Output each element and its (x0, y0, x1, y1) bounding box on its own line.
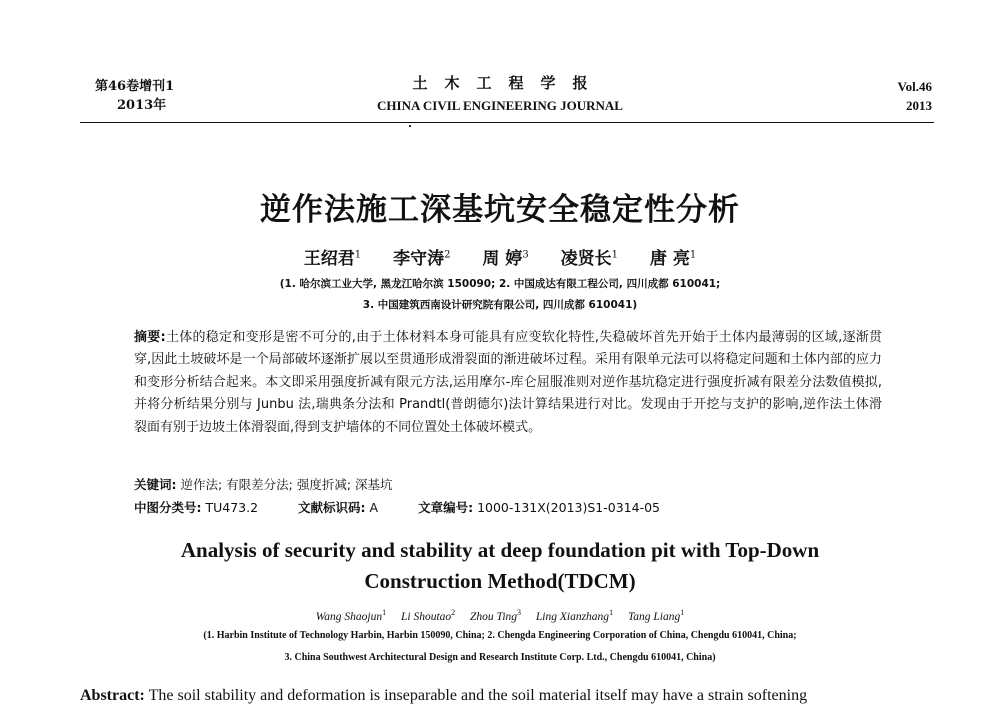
paper-title-cn: 逆作法施工深基坑安全稳定性分析 (260, 192, 740, 228)
abstract-en (80, 682, 934, 709)
author-cn: 周 婷$^3$ (482, 249, 529, 269)
class-number-value: TU473.2 (205, 500, 259, 515)
class-number-label: 中图分类号: (134, 500, 202, 515)
journal-name-en: CHINA CIVIL ENGINEERING JOURNAL (377, 98, 623, 113)
paper-title-en (0, 535, 1000, 597)
author-en: Li Shoutao$^2$ (400, 608, 456, 623)
paper-title-en-line2: Construction Method(TDCM) (364, 569, 636, 593)
journal-header (0, 0, 1000, 130)
author-en: Tang Liang$^1$ (627, 608, 685, 623)
author-cn: 唐 亮$^1$ (649, 249, 697, 269)
abstract-cn-text: 土体的稳定和变形是密不可分的,由于土体材料本身可能具有应变软化特性,失稳破坏首先开始于土体内最薄弱的区域,逐渐贯穿,因此土坡破坏是一个局部破坏逐渐扩展以至贯通形成滑裂面的渐进破坏过程。采用有限单元法可以将稳定问题和土体内部的应力和变形分析结合起来。本文即采用强度折减有限元方法,运用摩尔-库仑屈服准则对逆作基坑稳定进行强度折减有限差分法数值模拟,并将分析结果分别与 Junbu 法,瑞典条分法和 Prandtl(普朗德尔)法计算结果进行对比。发现由于开挖与支护的影响,逆作法土体滑裂面有别于边坡土体滑裂面,得到支护墙体的不同位置处土体破坏模式。 (134, 330, 882, 435)
paper-title-en-line1: Analysis of security and stability at deep foundation pit with Top-Down (180, 538, 820, 562)
header-rule (80, 122, 934, 123)
author-cn: 李守涛$^2$ (393, 249, 451, 269)
abstract-en-label: Abstract: (80, 687, 145, 704)
volume-en: Vol.46 (897, 79, 932, 94)
author-cn: 王绍君$^1$ (303, 249, 362, 269)
doc-code-label: 文献标识码: (298, 500, 366, 515)
author-cn: 凌贤长$^1$ (560, 249, 618, 269)
year-cn: 2013年 (117, 98, 167, 113)
author-list-cn (0, 244, 1000, 269)
keywords-label: 关键词: (134, 477, 177, 492)
author-list-en (0, 608, 1000, 623)
volume-issue: 第46卷增刊1 (95, 79, 175, 94)
affiliation-cn-2: 3. 中国建筑西南设计研究院有限公司, 四川成都 610041) (362, 299, 638, 311)
keywords-text: 逆作法; 有限差分法; 强度折减; 深基坑 (180, 477, 393, 492)
journal-name-cn: 土木工程学报 (412, 74, 605, 92)
abstract-en-text: The soil stability and deformation is inseparable and the soil material itself may have a strain softening (148, 687, 808, 704)
article-number-label: 文章编号: (418, 500, 474, 515)
abstract-cn-label: 摘要: (134, 330, 166, 345)
affiliation-en-2: 3. China Southwest Architectural Design and Research Institute Corp. Ltd., Chengdu 610041, China) (284, 652, 716, 663)
affiliation-en-1: (1. Harbin Institute of Technology Harbin, Harbin 150090, China; 2. Chengda Engineering Corporation of China, Chengdu 610041, China; (203, 630, 797, 641)
author-en: Wang Shaojun$^1$ (315, 608, 387, 623)
author-en: Zhou Ting$^3$ (470, 608, 522, 623)
keywords-cn (134, 475, 393, 495)
year-en: 2013 (906, 98, 932, 113)
abstract-cn (134, 327, 882, 439)
article-number-value: 1000-131X(2013)S1-0314-05 (477, 500, 660, 515)
doc-code-value: A (369, 500, 379, 515)
scan-speck (409, 125, 411, 127)
author-en: Ling Xianzhang$^1$ (535, 608, 614, 623)
classification-line (134, 498, 660, 518)
affiliation-cn-1: (1. 哈尔滨工业大学, 黑龙江哈尔滨 150090; 2. 中国成达有限工程公司, 四川成都 610041; (279, 278, 721, 290)
